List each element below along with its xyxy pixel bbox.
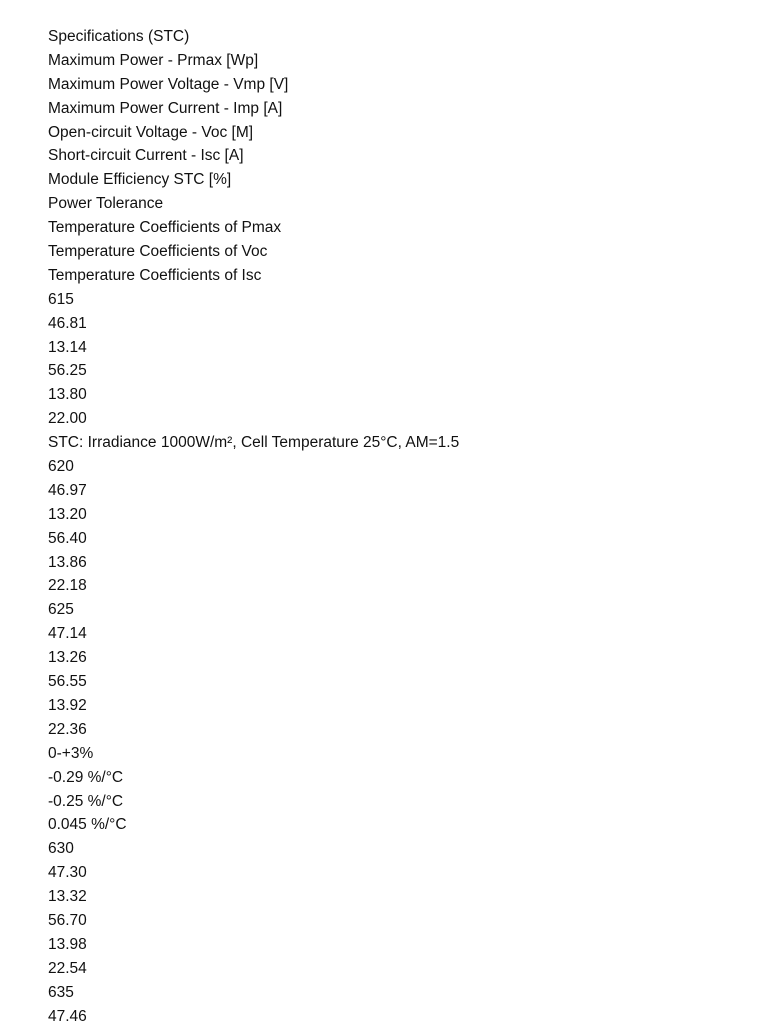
- stc-conditions-note: STC: Irradiance 1000W/m², Cell Temperature 25°C, AM=1.5: [48, 434, 460, 452]
- spec-label-imp: Maximum Power Current - Imp [A]: [48, 99, 283, 117]
- spec-value-line: 46.97: [48, 481, 87, 499]
- spec-value-line: 47.14: [48, 625, 87, 643]
- spec-value-line: 13.98: [48, 935, 87, 953]
- spec-label-efficiency: Module Efficiency STC [%]: [48, 171, 232, 189]
- spec-value-line: 56.70: [48, 911, 87, 929]
- spec-label-temp-coeff-voc: Temperature Coefficients of Voc: [48, 243, 268, 261]
- spec-value-line: 630: [48, 840, 74, 858]
- spec-value-line: 625: [48, 601, 74, 619]
- temp-coeff-pmax-value: -0.29 %/°C: [48, 768, 124, 786]
- spec-value-line: 13.92: [48, 696, 87, 714]
- spec-label-max-power: Maximum Power - Prmax [Wp]: [48, 51, 259, 69]
- spec-value-line: 13.32: [48, 888, 87, 906]
- spec-value-line: 13.86: [48, 553, 87, 571]
- spec-heading: Specifications (STC): [48, 28, 190, 45]
- spec-value-line: 13.26: [48, 649, 87, 667]
- spec-label-temp-coeff-isc: Temperature Coefficients of Isc: [48, 266, 262, 284]
- spec-value-line: 615: [48, 290, 74, 308]
- spec-value-line: 22.18: [48, 577, 87, 595]
- spec-value-line: 635: [48, 983, 74, 1001]
- spec-label-isc: Short-circuit Current - Isc [A]: [48, 147, 244, 165]
- temp-coeff-isc-value: 0.045 %/°C: [48, 816, 127, 834]
- spec-label-power-tolerance: Power Tolerance: [48, 195, 164, 213]
- spec-value-line: 13.80: [48, 386, 87, 404]
- spec-value-line: 22.36: [48, 720, 87, 738]
- spec-value-line: 56.25: [48, 362, 87, 380]
- spec-value-line: 47.30: [48, 864, 87, 882]
- spec-value-line: 13.20: [48, 505, 87, 523]
- spec-label-temp-coeff-pmax: Temperature Coefficients of Pmax: [48, 219, 282, 237]
- spec-value-line: 620: [48, 458, 74, 476]
- spec-value-line: 46.81: [48, 314, 87, 332]
- spec-value-line: 56.40: [48, 529, 87, 547]
- spec-value-line: 13.14: [48, 338, 87, 356]
- spec-value-line: 56.55: [48, 673, 87, 691]
- spec-label-voc: Open-circuit Voltage - Voc [M]: [48, 123, 254, 141]
- spec-value-line: 22.54: [48, 959, 87, 977]
- power-tolerance-value: 0-+3%: [48, 744, 94, 762]
- temp-coeff-voc-value: -0.25 %/°C: [48, 792, 124, 810]
- spec-label-vmp: Maximum Power Voltage - Vmp [V]: [48, 75, 289, 93]
- spec-text-lines: [48, 25, 459, 1028]
- spec-value-line: 47.46: [48, 1007, 87, 1025]
- spec-value-line: 22.00: [48, 410, 87, 428]
